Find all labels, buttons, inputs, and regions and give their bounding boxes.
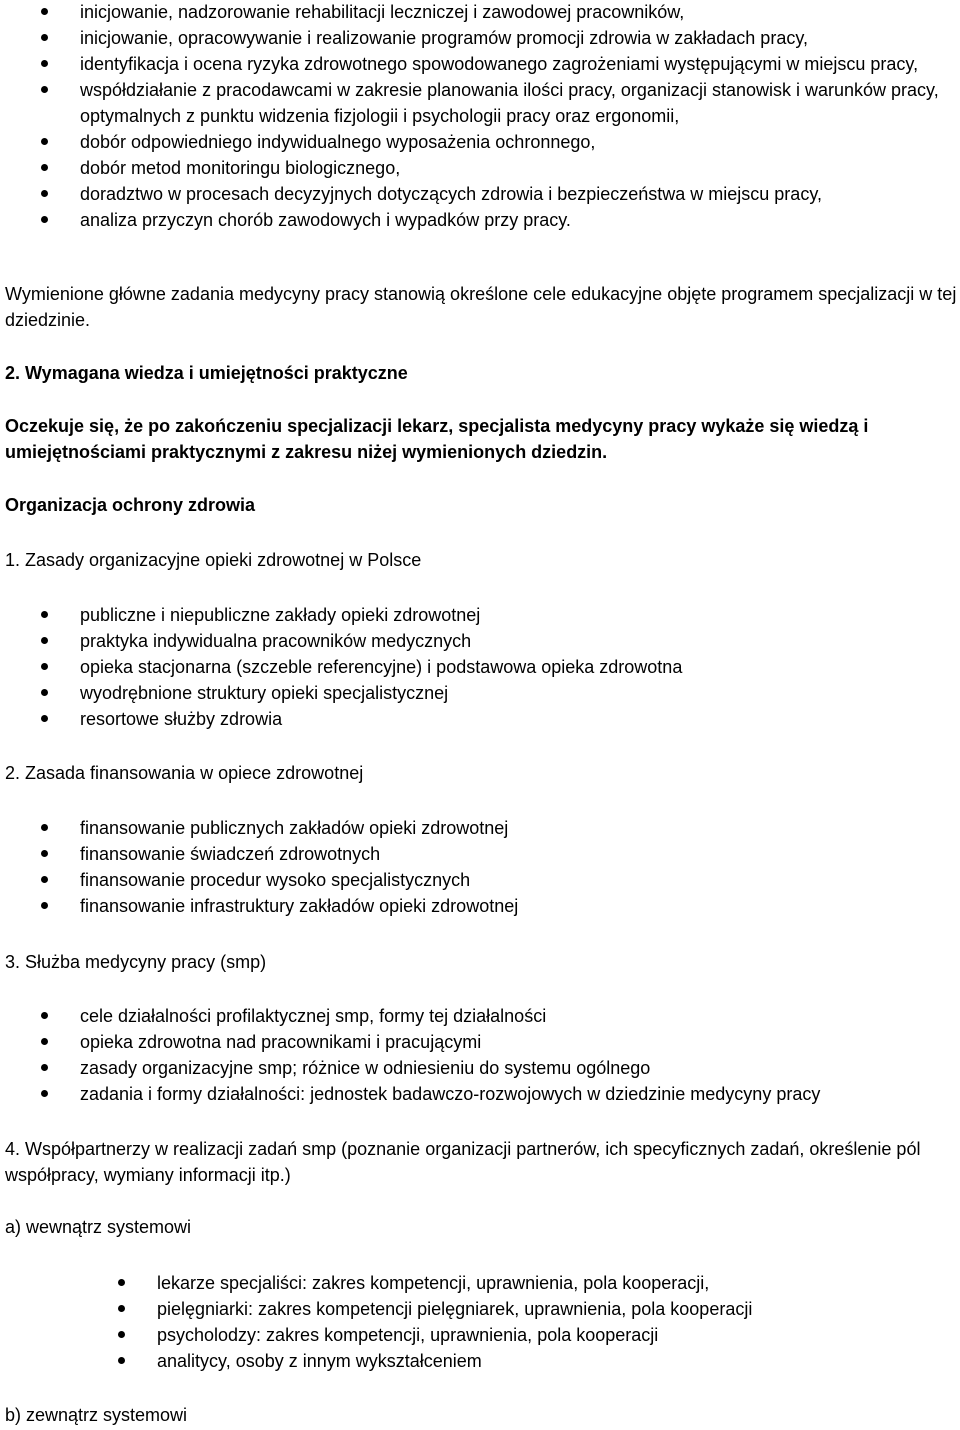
list-item: lekarze specjaliści: zakres kompetencji, uprawnienia, pola kooperacji, [0,1270,960,1296]
list-item: psycholodzy: zakres kompetencji, uprawnienia, pola kooperacji [0,1322,960,1348]
list-item: praktyka indywidualna pracowników medycznych [0,628,960,654]
subsection-heading: b) zewnątrz systemowi [5,1405,188,1425]
subsection-heading: 4. Współpartnerzy w realizacji zadań smp (poznanie organizacji partnerów, ich specyficznych zadań, określenie pól współpracy, wymiany informacji itp.) [5,1139,921,1185]
list-item: finansowanie procedur wysoko specjalistycznych [0,867,960,893]
list-item: inicjowanie, opracowywanie i realizowanie programów promocji zdrowia w zakładach pracy, [0,25,960,51]
bullet-list [0,602,960,732]
bullet-list [0,815,960,919]
list-item: doradztwo w procesach decyzyjnych dotyczących zdrowia i bezpieczeństwa w miejscu pracy, [0,181,960,207]
list-item: zadania i formy działalności: jednostek badawczo-rozwojowych w dziedzinie medycyny pracy [0,1081,960,1107]
list-item: publiczne i niepubliczne zakłady opieki zdrowotnej [0,602,960,628]
list-item: finansowanie świadczeń zdrowotnych [0,841,960,867]
list-item: dobór odpowiedniego indywidualnego wyposażenia ochronnego, [0,129,960,155]
subsection-heading: 2. Zasada finansowania w opiece zdrowotnej [5,763,364,783]
list-item: identyfikacja i ocena ryzyka zdrowotnego spowodowanego zagrożeniami występującymi w miejscu pracy, [0,51,960,77]
list-item: cele działalności profilaktycznej smp, formy tej działalności [0,1003,960,1029]
list-item: analitycy, osoby z innym wykształceniem [0,1348,960,1374]
list-item: pielęgniarki: zakres kompetencji pielęgniarek, uprawnienia, pola kooperacji [0,1296,960,1322]
list-item: wyodrębnione struktury opieki specjalistycznej [0,680,960,706]
list-item: finansowanie publicznych zakładów opieki zdrowotnej [0,815,960,841]
list-item: resortowe służby zdrowia [0,706,960,732]
list-item: dobór metod monitoringu biologicznego, [0,155,960,181]
expectation-paragraph: Oczekuje się, że po zakończeniu specjalizacji lekarz, specjalista medycyny pracy wykaże się wiedzą i umiejętnościami praktycznymi z zakresu niżej wymienionych dziedzin. [5,416,869,462]
list-item: zasady organizacyjne smp; różnice w odniesieniu do systemu ogólnego [0,1055,960,1081]
list-item: inicjowanie, nadzorowanie rehabilitacji leczniczej i zawodowej pracowników, [0,0,960,25]
subsection-heading: Organizacja ochrony zdrowia [5,495,256,515]
section-heading: 2. Wymagana wiedza i umiejętności praktyczne [5,363,408,383]
tasks-list [0,0,960,233]
intro-paragraph: Wymienione główne zadania medycyny pracy stanowią określone cele edukacyjne objęte programem specjalizacji w tej dziedzinie. [5,284,957,330]
list-item: analiza przyczyn chorób zawodowych i wypadków przy pracy. [0,207,960,233]
subsection-heading: a) wewnątrz systemowi [5,1217,192,1237]
list-item: finansowanie infrastruktury zakładów opieki zdrowotnej [0,893,960,919]
list-item: opieka zdrowotna nad pracownikami i pracującymi [0,1029,960,1055]
subsection-heading: 1. Zasady organizacyjne opieki zdrowotnej w Polsce [5,550,422,570]
list-item: opieka stacjonarna (szczeble referencyjne) i podstawowa opieka zdrowotna [0,654,960,680]
list-item: współdziałanie z pracodawcami w zakresie planowania ilości pracy, organizacji stanowisk i warunków pracy, optymalnych z punktu widzenia fizjologii i psychologii pracy oraz ergonomii, [0,77,960,129]
subsection-heading: 3. Służba medycyny pracy (smp) [5,952,267,972]
bullet-list [0,1003,960,1107]
bullet-list [0,1270,960,1374]
